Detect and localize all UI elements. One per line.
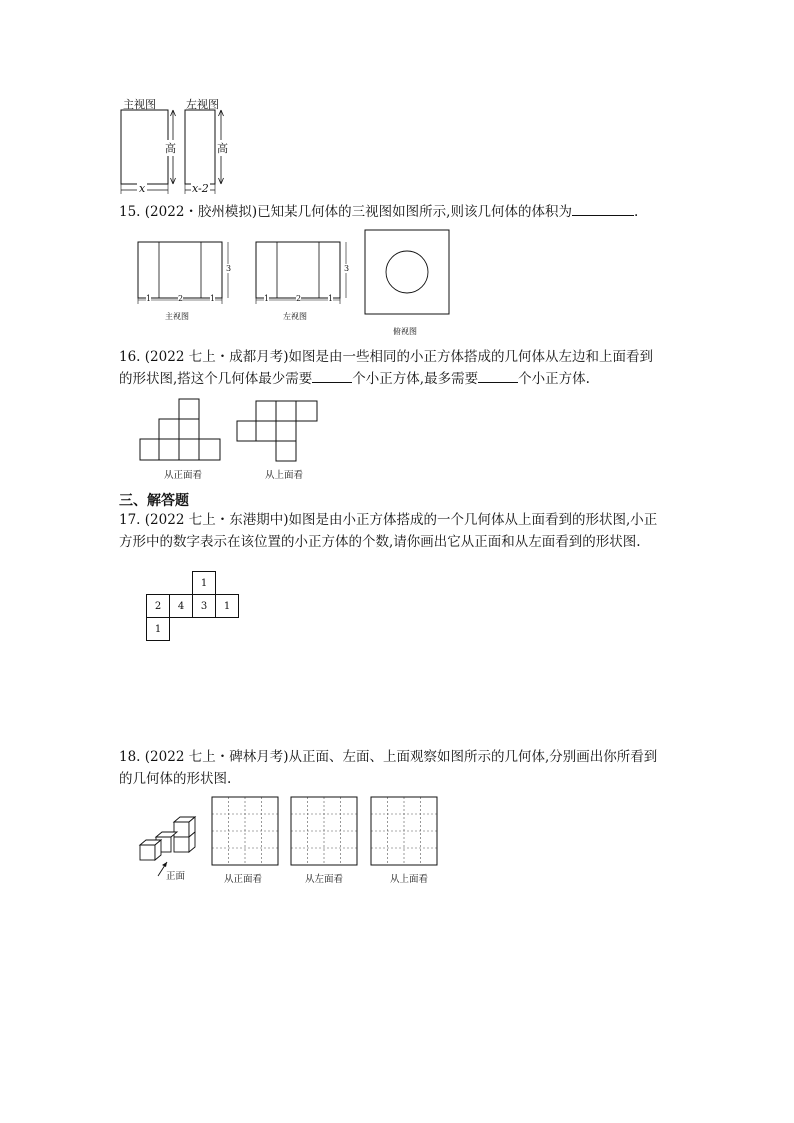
q15-source: (2022・胶州模拟) (144, 204, 258, 220)
q15-dim-front-3: 3 (226, 264, 232, 273)
q15-end: . (633, 204, 639, 220)
q17-grid-cell: 3 (192, 594, 216, 618)
q17-number: 17. (119, 512, 141, 528)
q18-answer-grid-front[interactable] (211, 796, 279, 866)
section-3-title: 三、解答题 (119, 493, 189, 509)
q17-text-b: 方形中的数字表示在该位置的小正方体的个数,请你画出它从正面和从左面看到的形状图. (119, 534, 641, 550)
q17-grid-cell: 4 (169, 594, 193, 618)
q17-grid-cell: 1 (215, 594, 239, 618)
q18-source: (2022 七上・碑林月考) (144, 749, 289, 765)
q18-front-arrow-label: 正面 (166, 871, 186, 882)
q15-number: 15. (119, 204, 141, 220)
fig14-front-height: 高 (165, 142, 176, 155)
fig14-front-width: x (139, 182, 146, 195)
q16-max-blank[interactable] (478, 368, 518, 383)
q17-grid-cell: 1 (192, 571, 216, 595)
q16-caption-front: 从正面看 (164, 470, 203, 481)
q18-caption-left: 从左面看 (305, 874, 344, 885)
q15-dim-left-1a: 1 (264, 294, 270, 303)
q17-grid-cell: 2 (146, 594, 170, 618)
q17-top-view-grid (146, 571, 240, 641)
q15-caption-front: 主视图 (165, 312, 189, 321)
q15-three-views (132, 228, 452, 318)
q18-text-a: 从正面、左面、上面观察如图所示的几何体,分别画出你所看到 (288, 749, 658, 765)
q17-grid-cell: 1 (146, 617, 170, 641)
q15-dim-left-3: 3 (344, 264, 350, 273)
q16-min-blank[interactable] (312, 368, 352, 383)
q18-text-b: 的几何体的形状图. (119, 771, 232, 787)
question-16 (119, 346, 679, 390)
q18-answer-grid-top[interactable] (370, 796, 438, 866)
fig14-left-label: 左视图 (186, 98, 219, 111)
q16-text-d: 个小正方体. (518, 371, 590, 387)
q16-source: (2022 七上・成都月考) (144, 349, 289, 365)
q15-dim-left-1b: 1 (328, 294, 334, 303)
q16-top-view (236, 400, 320, 464)
q18-caption-top: 从上面看 (390, 874, 429, 885)
q18-answer-grid-left[interactable] (290, 796, 358, 866)
q16-text-c: 个小正方体,最多需要 (352, 371, 479, 387)
q16-number: 16. (119, 349, 141, 365)
question-18 (119, 746, 679, 790)
q16-caption-top: 从上面看 (265, 470, 304, 481)
q16-front-view (139, 398, 225, 464)
q15-answer-blank[interactable] (572, 201, 634, 216)
q15-dim-left-2: 2 (296, 294, 302, 303)
q15-caption-top: 俯视图 (393, 327, 417, 336)
fig14-front-label: 主视图 (123, 98, 156, 111)
q18-caption-front: 从正面看 (224, 874, 263, 885)
q18-number: 18. (119, 749, 141, 765)
question-15 (119, 201, 679, 223)
q16-text-b: 的形状图,搭这个几何体最少需要 (119, 371, 313, 387)
q15-text: 已知某几何体的三视图如图所示,则该几何体的体积为 (257, 204, 572, 220)
fig14-left-height: 高 (217, 142, 228, 155)
fig14-left-width: x-2 (192, 182, 209, 195)
q17-source: (2022 七上・东港期中) (144, 512, 289, 528)
question-17 (119, 509, 689, 553)
q15-caption-left: 左视图 (283, 312, 307, 321)
q17-text-a: 如图是由小正方体搭成的一个几何体从上面看到的形状图,小正 (288, 512, 658, 528)
q15-dim-front-2: 2 (178, 294, 184, 303)
q16-text-a: 如图是由一些相同的小正方体搭成的几何体从左边和上面看到 (288, 349, 653, 365)
q15-dim-front-1a: 1 (146, 294, 152, 303)
q15-dim-front-1b: 1 (210, 294, 216, 303)
